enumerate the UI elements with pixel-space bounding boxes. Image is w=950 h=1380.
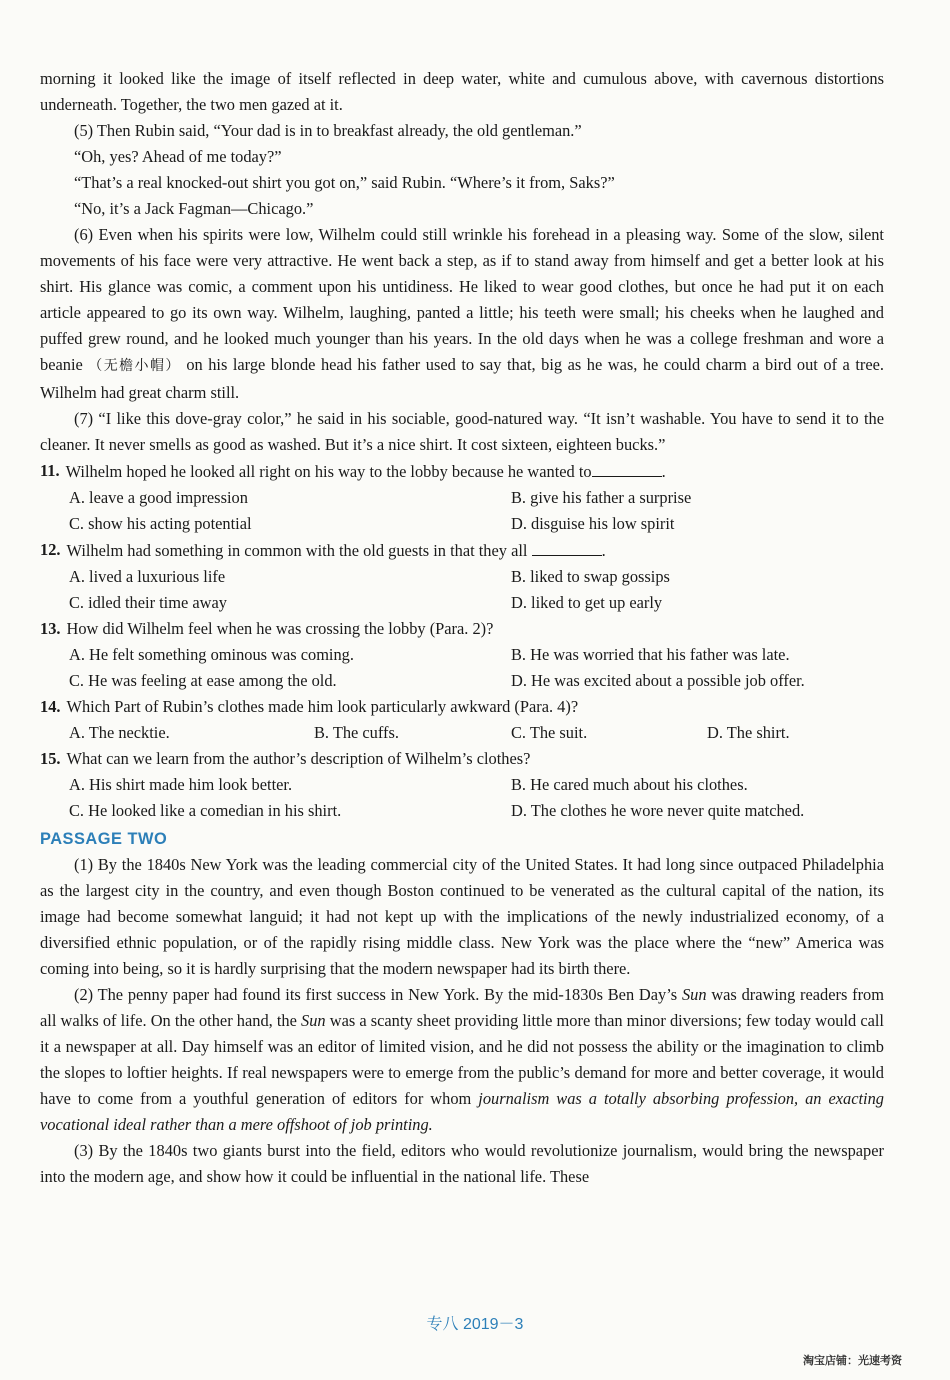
question-13 <box>40 616 884 694</box>
option-a: A. lived a luxurious life <box>69 567 226 586</box>
dialogue-line-1: “Oh, yes? Ahead of me today?” <box>74 147 282 166</box>
option-d: D. The clothes he wore never quite matched. <box>511 801 805 820</box>
option-c: C. The suit. <box>511 723 588 742</box>
question-stem: How did Wilhelm feel when he was crossing the lobby (Para. 2)? <box>66 619 494 638</box>
option-a: A. The necktie. <box>69 723 170 742</box>
question-number: 14. <box>40 697 61 716</box>
question-number: 11. <box>40 461 60 480</box>
sun-title: Sun <box>681 985 707 1004</box>
option-c: C. show his acting potential <box>69 514 252 533</box>
sun-title: Sun <box>301 1011 326 1030</box>
dialogue-line-3: “No, it’s a Jack Fagman—Chicago.” <box>74 199 314 218</box>
passage1-continuation: morning it looked like the image of itself reflected in deep water, white and cumulous above, with cavernous distortions underneath. Together, the two men gazed at it. <box>40 69 884 114</box>
dialogue-line-2: “That’s a real knocked-out shirt you got on,” said Rubin. “Where’s it from, Saks?” <box>74 173 615 192</box>
option-c: C. idled their time away <box>69 593 227 612</box>
question-12 <box>40 537 884 616</box>
passage1-para5: (5) Then Rubin said, “Your dad is in to breakfast already, the old gentleman.” <box>74 121 582 140</box>
option-b: B. He was worried that his father was late. <box>511 645 790 664</box>
question-stem: Wilhelm had something in common with the old guests in that they all . <box>67 537 606 564</box>
italic-phrase: journalism was a totally absorbing profession, an exacting vocational ideal rather than a mere offshoot of job printing. <box>40 1089 884 1134</box>
option-b: B. The cuffs. <box>314 723 399 742</box>
passage2-para3: (3) By the 1840s two giants burst into the field, editors who would revolutionize journalism, would bring the newspaper into the modern age, and show how it could be influential in the national life. These <box>40 1141 884 1186</box>
option-c: C. He was feeling at ease among the old. <box>69 671 337 690</box>
question-stem: Wilhelm hoped he looked all right on his way to the lobby because he wanted to . <box>66 458 666 485</box>
option-d: D. disguise his low spirit <box>511 514 675 533</box>
option-a: A. leave a good impression <box>69 488 248 507</box>
answer-blank <box>532 537 602 556</box>
option-a: A. He felt something ominous was coming. <box>69 645 354 664</box>
para6-text-a: (6) Even when his spirits were low, Wilhelm could still wrinkle his forehead in a pleasing way. Some of the slow, silent movements of his face were very attractive. He went back a step, as if to stand away from himself and get a better look at his shirt. His glance was comic, a comment upon his untidiness. He liked to wear good clothes, but once he had put it on each article appeared to go its own way. Wilhelm, laughing, panted a little; his teeth were small; his cheeks when he laughed and puffed grew round, and he looked much younger than his years. In the old days when he was a college freshman and wore a beanie <box>40 225 884 374</box>
option-a: A. His shirt made him look better. <box>69 775 293 794</box>
para6-annotation: （无檐小帽） <box>88 359 181 374</box>
option-d: D. liked to get up early <box>511 593 663 612</box>
passage2-para2: (2) The penny paper had found its first success in New York. By the mid-1830s Ben Day’s Sun was drawing readers from all walks of life. On the other hand, the Sun was a scanty sheet providing little more than minor diversions; few today would call it a newspaper at all. Day himself was an editor of limited vision, and he did not possess the ability or the imagination to climb the slopes to loftier heights. If real newspapers were to emerge from the public’s demand for more and better coverage, it would have to come from a youthful generation of editors for whom journalism was a totally absorbing profession, an exacting vocational ideal rather than a mere offshoot of job printing. <box>40 985 884 1134</box>
passage1-para6 <box>40 222 884 406</box>
question-14 <box>40 694 884 746</box>
option-b: B. He cared much about his clothes. <box>511 775 748 794</box>
passage1-para7: (7) “I like this dove-gray color,” he said in his sociable, good-natured way. “It isn’t washable. You have to send it to the cleaner. It never smells as good as washed. But it’s a nice shirt. It cost sixteen, eighteen bucks.” <box>40 409 884 454</box>
option-d: D. The shirt. <box>707 723 790 742</box>
question-stem: Which Part of Rubin’s clothes made him look particularly awkward (Para. 4)? <box>66 697 579 716</box>
question-15 <box>40 746 884 824</box>
passage-two-heading: PASSAGE TWO <box>40 830 168 848</box>
question-number: 13. <box>40 619 61 638</box>
passage2-para1: (1) By the 1840s New York was the leading commercial city of the United States. It had long since outpaced Philadelphia as the largest city in the country, and even though Boston continued to be venerated as the cultural capital of the nation, its image had become somewhat languid; it had not kept up with the implications of the newly industrialized economy, of a diversified ethnic population, or of the rapidly rising middle class. New York was the place where the “new” America was coming into being, so it is hardly surprising that the modern newspaper had its birth there. <box>40 855 884 978</box>
answer-blank <box>592 458 662 477</box>
option-b: B. give his father a surprise <box>511 488 692 507</box>
option-d: D. He was excited about a possible job offer. <box>511 671 805 690</box>
question-number: 12. <box>40 540 61 559</box>
shop-watermark: 淘宝店铺：光速考资 <box>803 1354 902 1367</box>
option-c: C. He looked like a comedian in his shirt. <box>69 801 342 820</box>
question-stem: What can we learn from the author’s description of Wilhelm’s clothes? <box>66 749 531 768</box>
para6-text-b: on his large blonde head his father used to say that, big as he was, he could charm a bird out of a tree. Wilhelm had great charm still. <box>40 355 884 402</box>
page-body <box>40 66 884 1190</box>
option-b: B. liked to swap gossips <box>511 567 670 586</box>
question-number: 15. <box>40 749 61 768</box>
question-11 <box>40 458 884 537</box>
page-footer: 专八 2019－3 <box>426 1316 524 1333</box>
